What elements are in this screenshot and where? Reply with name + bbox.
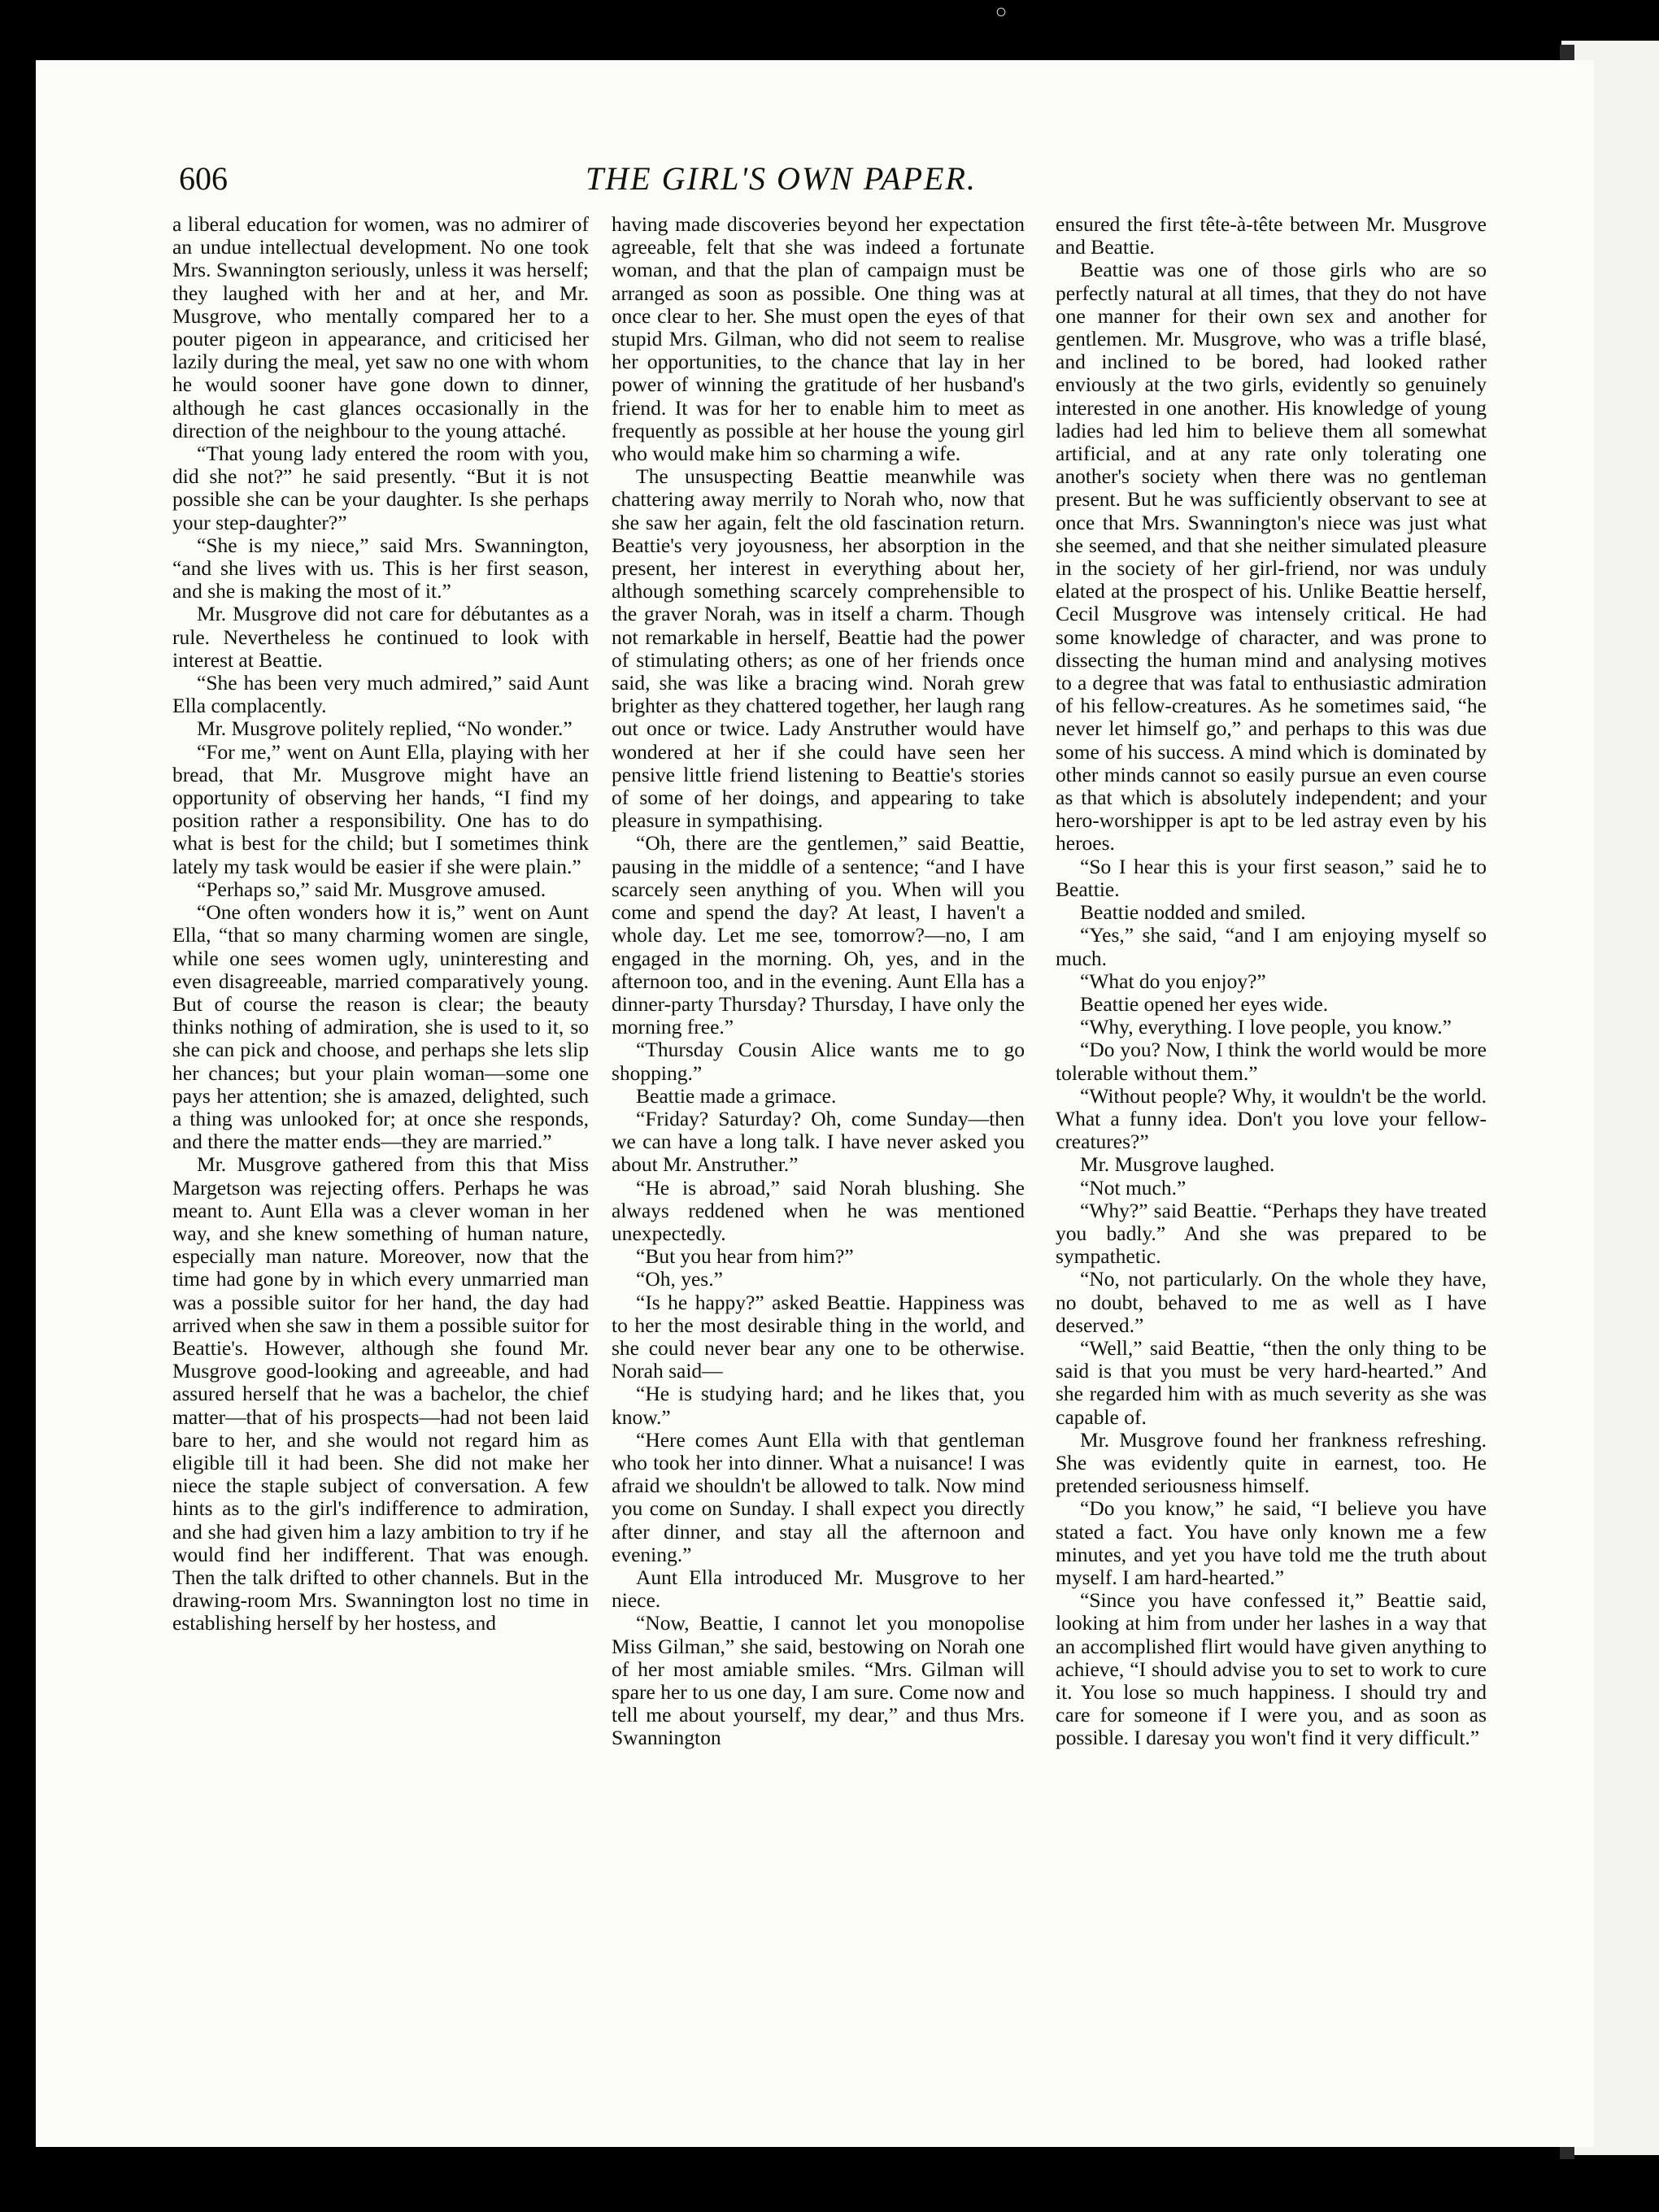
paragraph: “No, not particularly. On the whole they have, no doubt, behaved to me as well as I have deserved.” [1056, 1267, 1487, 1337]
paragraph: Mr. Musgrove did not care for débutantes as a rule. Nevertheless he continued to look with interest at Beattie. [172, 602, 589, 672]
paragraph: “Perhaps so,” said Mr. Musgrove amused. [197, 877, 546, 901]
text-column-2 [612, 213, 1025, 1750]
page-number: 606 [179, 160, 228, 197]
paragraph: The unsuspecting Beattie meanwhile was chattering away merrily to Norah who, now that she saw her again, felt the old fascination return. Beattie's very joyousness, her absorption in the present, her interest in everything about her, although something scarcely comprehensible to the graver Norah, was in itself a charm. Though not remarkable in herself, Beattie had the power of stimulating others; as one of her friends once said, she was like a bracing wind. Norah grew brighter as they chattered together, her laugh rang out once or twice. Lady Anstruther would have wondered at her if she could have seen her pensive little friend listening to Beattie's stories of some of her doings, and appearing to take pleasure in sympathising. [612, 464, 1025, 833]
paragraph: “Oh, yes.” [636, 1267, 723, 1291]
text-column-1 [172, 213, 589, 1635]
paragraph: “But you hear from him?” [636, 1244, 854, 1269]
paragraph: Beattie made a grimace. [636, 1083, 837, 1108]
paragraph: ensured the first tête-à-tête between Mr. Musgrove and Beattie. [1056, 212, 1487, 259]
paragraph: Mr. Musgrove found her frankness refreshing. She was evidently quite in earnest, too. He pretended seriousness himself. [1056, 1427, 1487, 1498]
paragraph: “For me,” went on Aunt Ella, playing with her bread, that Mr. Musgrove might have an opportunity of observing her hands, “I find my position rather a responsibility. One has to do what is best for the child; but I sometimes think lately my task would be easier if she were plain.” [172, 739, 589, 878]
paragraph: Mr. Musgrove politely replied, “No wonder.” [197, 716, 573, 741]
paragraph: “One often wonders how it is,” went on Aunt Ella, “that so many charming women are single, while one sees women ugly, uninteresting and even disagreeable, married comparatively young. But of course the reason is clear; the beauty thinks nothing of admiration, she is used to it, so she can pick and choose, and perhaps she lets slip her chances; but your plain woman—some one pays her attention; she is amazed, delighted, such a thing was unlooked for; at once she responds, and there the matter ends—they are married.” [172, 900, 589, 1154]
paragraph: “Yes,” she said, “and I am enjoying myself so much. [1056, 923, 1487, 970]
paragraph: “He is studying hard; and he likes that, you know.” [612, 1382, 1025, 1429]
paragraph: “Do you know,” he said, “I believe you have stated a fact. You have only known me a few minutes, and yet you have told me the truth about myself. I am hard-hearted.” [1056, 1496, 1487, 1589]
paragraph: Mr. Musgrove gathered from this that Miss Margetson was rejecting offers. Perhaps he was meant to. Aunt Ella was a clever woman in her way, and she knew something of human nature, especially man nature. Moreover, now that the time had gone by in which every unmarried man was a possible suitor for her hand, the day had arrived when she saw in them a possible suitor for Beattie's. However, although she found Mr. Musgrove good-looking and agreeable, and had assured herself that he was a bachelor, the chief matter—that of his prospects—had not been laid bare to her, and she would not regard him as eligible till it had been. She did not make her niece the staple subject of conversation. A few hints as to the girl's indifference to admiration, and she had given him a lazy ambition to try if he would find her indifferent. That was enough. Then the talk drifted to other channels. But in the drawing-room Mrs. Swannington lost no time in establishing herself by her hostess, and [172, 1152, 590, 1635]
paragraph: Aunt Ella introduced Mr. Musgrove to her niece. [612, 1565, 1025, 1613]
paragraph: “Here comes Aunt Ella with that gentleman who took her into dinner. What a nuisance! I was afraid we shouldn't be allowed to talk. Now mind you come on Sunday. I shall expect you directly after dinner, and stay all the afternoon and evening.” [612, 1427, 1025, 1566]
paragraph: a liberal education for women, was no admirer of an undue intellectual development. No one took Mrs. Swannington seriously, unless it was herself; they laughed with her and at her, and Mr. Musgrove, who mentally compared her to a pouter pigeon in appearance, and criticised her lazily during the meal, yet saw no one with whom he would sooner have gone down to dinner, although he cast glances occasionally in the direction of the neighbour to the young attaché. [172, 212, 589, 442]
paragraph: Beattie opened her eyes wide. [1080, 991, 1329, 1016]
running-title: THE GIRL'S OWN PAPER. [586, 160, 977, 197]
paragraph: Beattie nodded and smiled. [1080, 900, 1306, 925]
paragraph: “Oh, there are the gentlemen,” said Beattie, pausing in the middle of a sentence; “and I have scarcely seen anything of you. When will you come and spend the day? At least, I haven't a whole day. Let me see, tomorrow?—no, I am engaged in the morning. Oh, yes, and in the afternoon too, and in the evening. Aunt Ella has a dinner-party Thursday? Thursday, I have only the morning free.” [612, 831, 1025, 1039]
text-column-3 [1056, 213, 1487, 1750]
paragraph: “She has been very much admired,” said Aunt Ella complacently. [172, 671, 589, 718]
paragraph: Beattie was one of those girls who are so perfectly natural at all times, that they do not have one manner for their own sex and another for gentlemen. Mr. Musgrove, who was a trifle blasé, and inclined to be bored, had looked rather enviously at the two girls, evidently so genuinely interested in one another. His knowledge of young ladies had led him to believe them all somewhat artificial, and at any rate only tolerating one another's society when there was no gentleman present. But he was sufficiently observant to see at once that Mrs. Swannington's niece was just what she seemed, and that she neither simulated pleasure in the society of her girl-friend, nor was unduly elated at the prospect of his. Unlike Beattie herself, Cecil Musgrove was intensely critical. He had some knowledge of character, and was prone to dissecting the human mind and analysing motives to a degree that was fatal to enthusiastic admiration of his fellow-creatures. As he sometimes said, “he never let himself go,” and perhaps to this was due some of his success. A mind which is dominated by other minds cannot so easily pursue an even course as that which is absolutely independent; and your hero-worshipper is apt to be led astray even by his heroes. [1056, 258, 1487, 856]
paragraph: having made discoveries beyond her expectation agreeable, felt that she was indeed a fortunate woman, and that the plan of campaign must be arranged as soon as possible. One thing was at once clear to her. She must open the eyes of that stupid Mrs. Gilman, who did not seem to realise her opportunities, to the chance that lay in her power of winning the gratitude of her husband's friend. It was for her to enable him to meet as frequently as possible at her house the young girl who would make him so charming a wife. [612, 212, 1025, 466]
paragraph: “Without people? Why, it wouldn't be the world. What a funny idea. Don't you love your fellow-creatures?” [1056, 1083, 1487, 1154]
paragraph: “Why, everything. I love people, you know.” [1080, 1015, 1452, 1039]
paragraph: “Friday? Saturday? Oh, come Sunday—then we can have a long talk. I have never asked you about Mr. Anstruther.” [612, 1106, 1025, 1177]
paragraph: “She is my niece,” said Mrs. Swannington, “and she lives with us. This is her first season, and she is making the most of it.” [172, 533, 589, 603]
paragraph: “So I hear this is your first season,” said he to Beattie. [1056, 854, 1487, 901]
paragraph: “Well,” said Beattie, “then the only thing to be said is that you must be very hard-hearted.” And she regarded him with as much severity as she was capable of. [1056, 1335, 1487, 1429]
paragraph: “Do you? Now, I think the world would be more tolerable without them.” [1056, 1038, 1487, 1085]
paragraph: “Thursday Cousin Alice wants me to go shopping.” [612, 1038, 1025, 1085]
paragraph: “He is abroad,” said Norah blushing. She always reddened when he was mentioned unexpectedly. [612, 1175, 1025, 1245]
paragraph: “What do you enjoy?” [1080, 969, 1266, 993]
scan-mark-icon: ○ [995, 2, 1008, 23]
paragraph: “Is he happy?” asked Beattie. Happiness was to her the most desirable thing in the world, and she could never bear any one to be otherwise. Norah said— [612, 1290, 1025, 1383]
paragraph: Mr. Musgrove laughed. [1080, 1152, 1275, 1177]
paragraph: “Since you have confessed it,” Beattie said, looking at him from under her lashes in a way that an accomplished flirt would have given anything to achieve, “I should advise you to set to work to cure it. You lose so much happiness. I should try and care for someone if I were you, and as soon as possible. I daresay you won't find it very difficult.” [1056, 1588, 1487, 1750]
paragraph: “Not much.” [1080, 1175, 1187, 1200]
paragraph: “Why?” said Beattie. “Perhaps they have treated you badly.” And she was prepared to be sympathetic. [1056, 1198, 1487, 1269]
paragraph: “That young lady entered the room with you, did she not?” he said presently. “But it is not possible she can be your daughter. Is she perhaps your step-daughter?” [172, 442, 589, 534]
paragraph: “Now, Beattie, I cannot let you monopolise Miss Gilman,” she said, bestowing on Norah one of her most amiable smiles. “Mrs. Gilman will spare her to us one day, I am sure. Come now and tell me about yourself, my dear,” and thus Mrs. Swannington [612, 1611, 1025, 1750]
